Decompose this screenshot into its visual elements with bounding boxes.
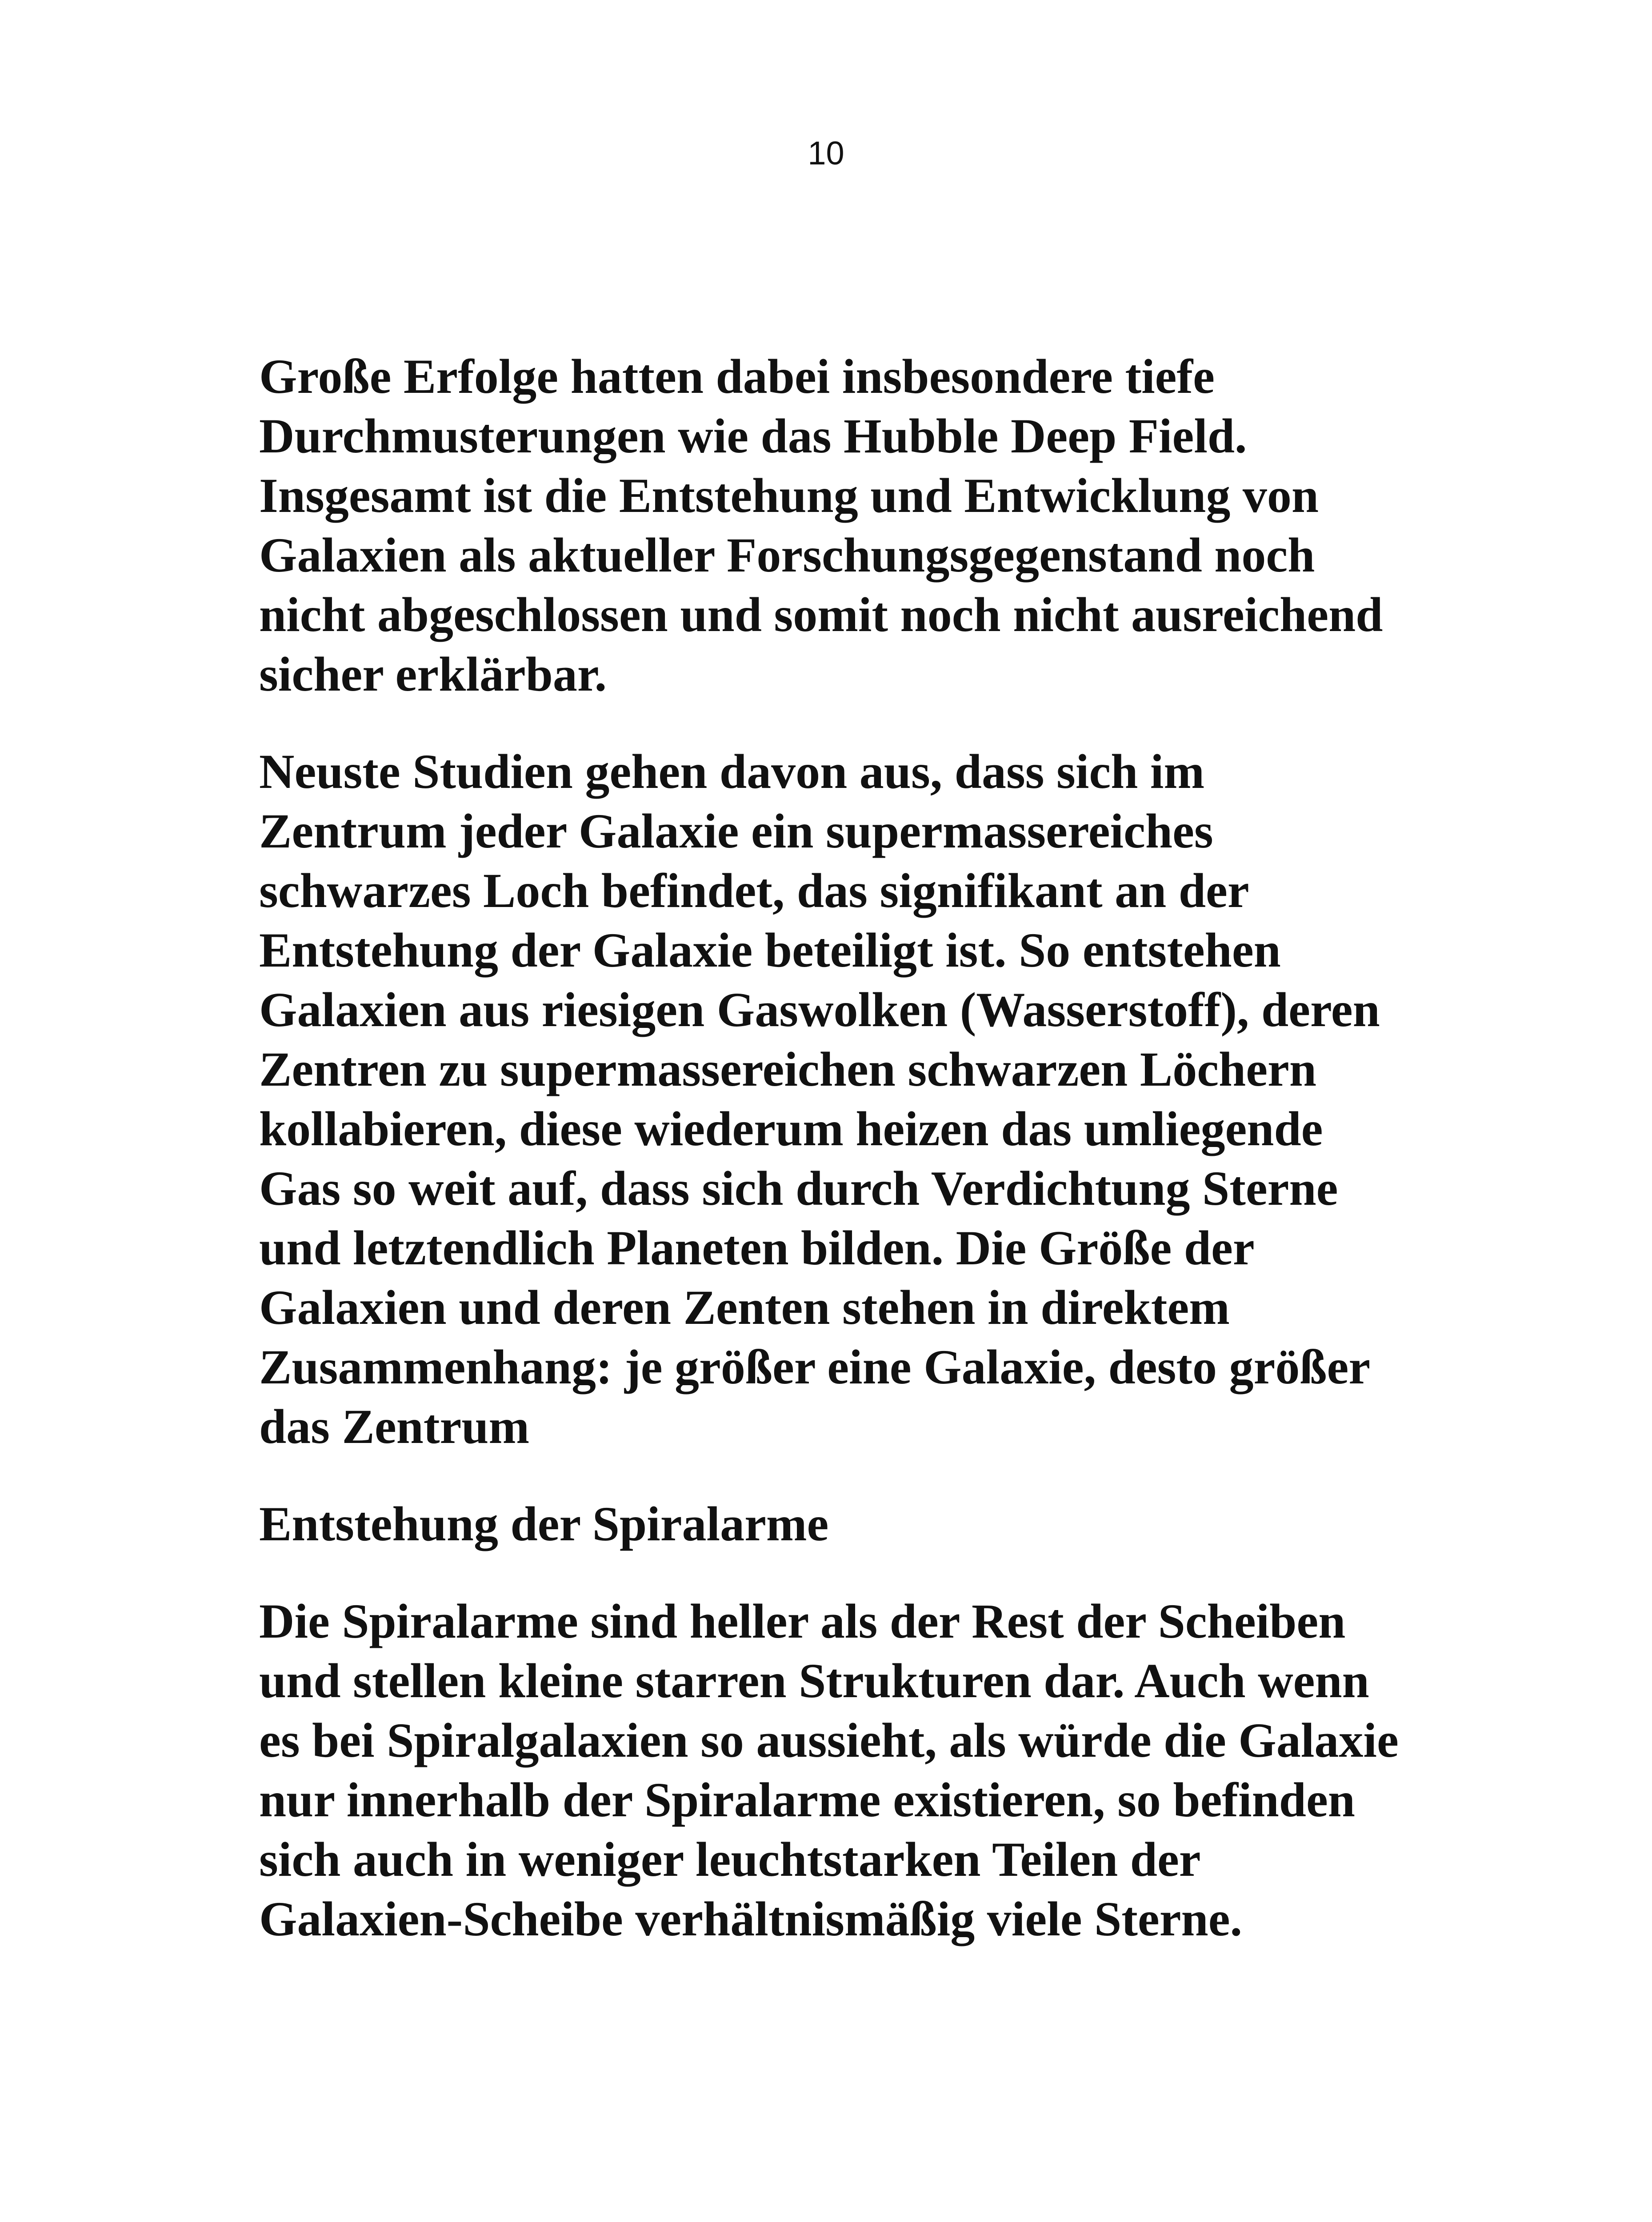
- paragraph-line: Durchmusterungen wie das Hubble Deep Field.: [259, 409, 1247, 463]
- paragraph-line: schwarzes Loch befindet, das signifikant an der: [259, 863, 1249, 918]
- paragraph-line: Galaxien und deren Zenten stehen in direktem: [259, 1280, 1230, 1335]
- heading-text: Entstehung der Spiralarme: [259, 1497, 829, 1551]
- paragraph-line: das Zentrum: [259, 1399, 530, 1454]
- paragraph-line: es bei Spiralgalaxien so aussieht, als würde die Galaxie: [259, 1713, 1399, 1767]
- paragraph-line: Insgesamt ist die Entstehung und Entwicklung von: [259, 468, 1319, 523]
- paragraph-line: Große Erfolge hatten dabei insbesondere tiefe: [259, 349, 1215, 404]
- paragraph-line: Galaxien aus riesigen Gaswolken (Wasserstoff), deren: [259, 983, 1380, 1037]
- paragraph-line: kollabieren, diese wiederum heizen das umliegende: [259, 1102, 1323, 1156]
- paragraph-line: Gas so weit auf, dass sich durch Verdichtung Sterne: [259, 1161, 1338, 1215]
- page-content: [259, 347, 1399, 1949]
- paragraph-line: sicher erklärbar.: [259, 647, 607, 701]
- paragraph-3: [259, 1591, 1399, 1949]
- paragraph-line: sich auch in weniger leuchtstarken Teilen der: [259, 1832, 1201, 1886]
- paragraph-line: nur innerhalb der Spiralarme existieren, so befinden: [259, 1773, 1355, 1827]
- paragraph-2: [259, 742, 1388, 1456]
- paragraph-line: Entstehung der Galaxie beteiligt ist. So entstehen: [259, 923, 1281, 977]
- paragraph-line: und letztendlich Planeten bilden. Die Größe der: [259, 1221, 1255, 1275]
- paragraph-line: nicht abgeschlossen und somit noch nicht ausreichend: [259, 587, 1383, 642]
- paragraph-1: [259, 347, 1388, 704]
- page-number: 10: [808, 135, 844, 172]
- paragraph-line: Zentren zu supermassereichen schwarzen Löchern: [259, 1042, 1317, 1096]
- paragraph-line: Zentrum jeder Galaxie ein supermassereiches: [259, 804, 1213, 858]
- paragraph-line: Galaxien-Scheibe verhältnismäßig viele Sterne.: [259, 1892, 1243, 1946]
- paragraph-line: Zusammenhang: je größer eine Galaxie, desto größer: [259, 1340, 1371, 1394]
- paragraph-line: und stellen kleine starren Strukturen dar. Auch wenn: [259, 1654, 1369, 1708]
- paragraph-line: Die Spiralarme sind heller als der Rest der Scheiben: [259, 1594, 1346, 1648]
- section-heading: [259, 1494, 1388, 1554]
- paragraph-line: Galaxien als aktueller Forschungsgegenstand noch: [259, 528, 1315, 582]
- paragraph-line: Neuste Studien gehen davon aus, dass sich im: [259, 744, 1205, 799]
